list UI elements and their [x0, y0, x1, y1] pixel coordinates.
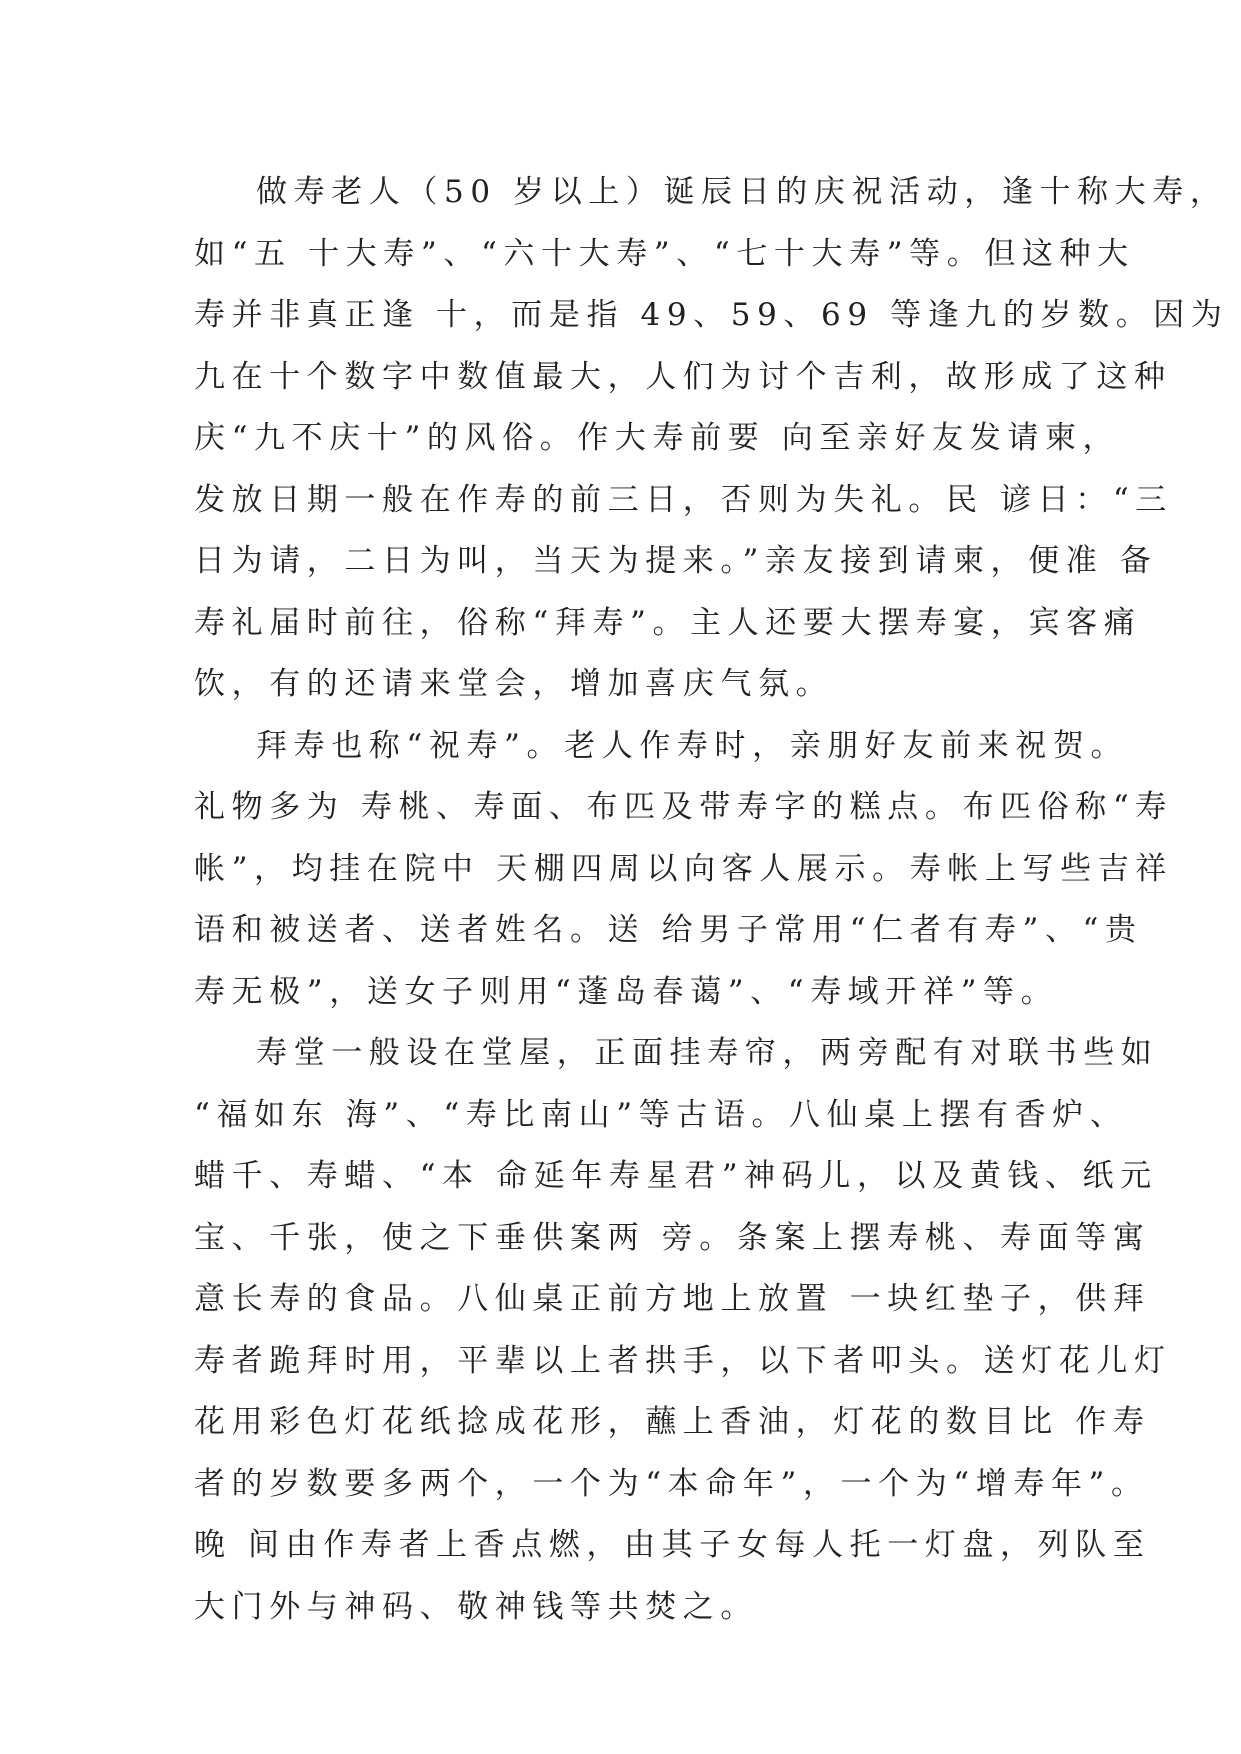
- text-line: 日为请，二日为叫，当天为提来。”亲友接到请柬，便准 备: [194, 543, 1158, 579]
- text-line: 语和被送者、送者姓名。送 给男子常用“仁者有寿”、“贵: [194, 912, 1143, 948]
- text-line: 寿堂一般设在堂屋，正面挂寿帘，两旁配有对联书些如: [256, 1035, 1159, 1071]
- text-line: 蜡千、寿蜡、“本 命延年寿星君”神码儿，以及黄钱、纸元: [194, 1158, 1158, 1194]
- text-line: 寿者跪拜时用，平辈以上者拱手，以下者叩头。送灯花儿灯: [194, 1342, 1172, 1379]
- text-line: 者的岁数要多两个，一个为“本命年”，一个为“增寿年”。: [194, 1465, 1149, 1502]
- text-line: 做寿老人（50 岁以上）诞辰日的庆祝活动，逢十称大寿，: [256, 174, 1228, 210]
- text-line: 宝、千张，使之下垂供案两 旁。条案上摆寿桃、寿面等寓: [194, 1219, 1151, 1256]
- text-line: 发放日期一般在作寿的前三日，否则为失礼。民 谚日：“三: [194, 481, 1173, 518]
- text-line: 花用彩色灯花纸捻成花形，蘸上香油，灯花的数目比 作寿: [194, 1404, 1151, 1440]
- document-body: [194, 162, 1229, 1638]
- text-line: 如“五 十大寿”、“六十大寿”、“七十大寿”等。但这种大: [194, 235, 1135, 272]
- text-line: 寿礼届时前往，俗称“拜寿”。主人还要大摆寿宴，宾客痛: [194, 604, 1142, 641]
- text-line: 拜寿也称“祝寿”。老人作寿时，亲朋好友前来祝贺。: [256, 727, 1129, 764]
- text-line: “福如东 海”、“寿比南山”等古语。八仙桌上摆有香炉、: [194, 1096, 1128, 1133]
- text-line: 寿并非真正逢 十，而是指 49、59、69 等逢九的岁数。因为: [194, 297, 1229, 333]
- text-line: 大门外与神码、敬神钱等共焚之。: [194, 1588, 758, 1625]
- text-line: 意长寿的食品。八仙桌正前方地上放置 一块红垫子，供拜: [194, 1281, 1151, 1317]
- text-line: 晚 间由作寿者上香点燃，由其子女每人托一灯盘，列队至: [194, 1527, 1151, 1563]
- text-line: 寿无极”，送女子则用“蓬岛春蔼”、“寿域开祥”等。: [194, 973, 1059, 1010]
- text-line: 帐”，均挂在院中 天棚四周以向客人展示。寿帐上写些吉祥: [194, 850, 1173, 887]
- text-line: 庆“九不庆十”的风俗。作大寿前要 向至亲好友发请柬，: [194, 420, 1121, 456]
- text-line: 饮，有的还请来堂会，增加喜庆气氛。: [194, 666, 834, 702]
- text-line: 礼物多为 寿桃、寿面、布匹及带寿字的糕点。布匹俗称“寿: [194, 789, 1173, 825]
- text-line: 九在十个数字中数值最大，人们为讨个吉利，故形成了这种: [194, 358, 1172, 395]
